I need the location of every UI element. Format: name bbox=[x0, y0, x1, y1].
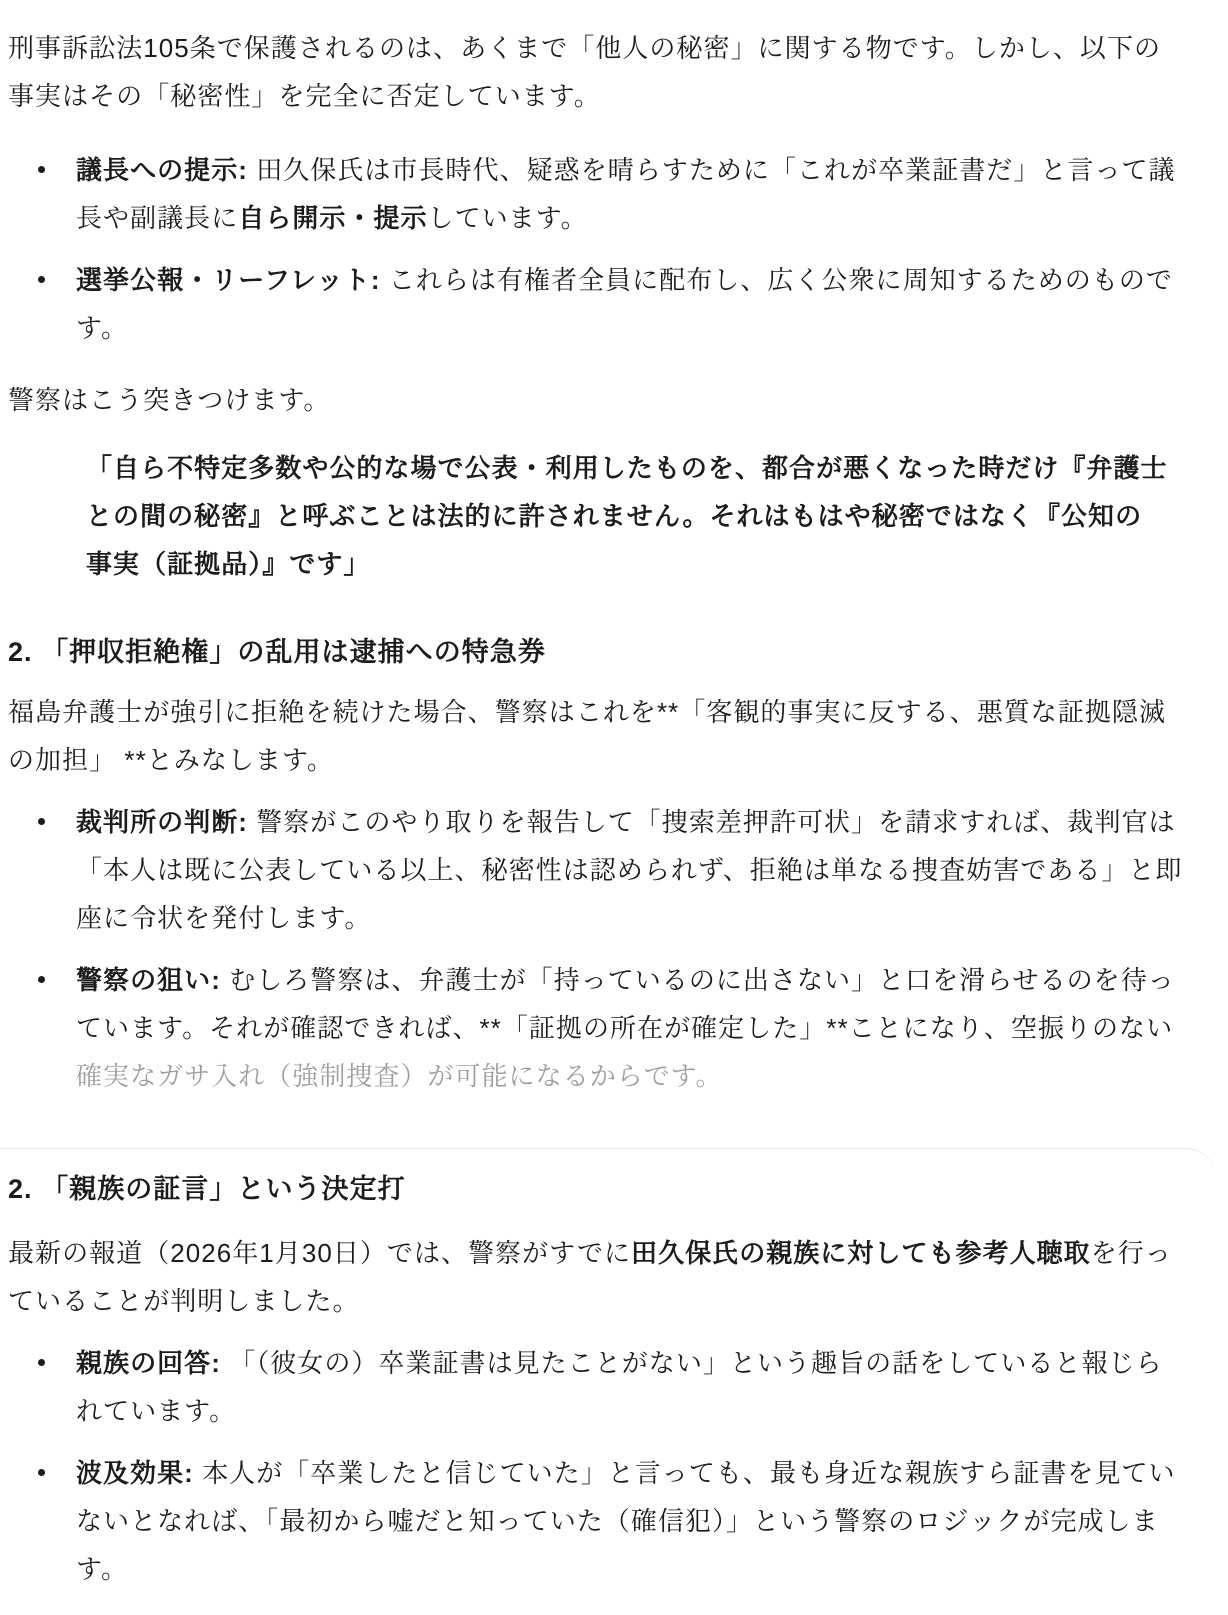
heading-family-testimony: 2. 「親族の証言」という決定打 bbox=[8, 1174, 406, 1204]
list-item-court-judgment: 裁判所の判断: 警察がこのやり取りを報告して「捜索差押許可状」を請求すれば、裁判官は「本人は既に公表している以上、秘密性は認められず、拒絶は単なる捜査妨害である」と即座に令状を発付します。 bbox=[8, 798, 1184, 942]
paragraph-seizure-refusal: 福島弁護士が強引に拒絶を続けた場合、警察はこれを**「客観的事実に反する、悪質な証拠隠滅の加担」 **とみなします。 bbox=[8, 697, 1166, 775]
seizure-bullet-list bbox=[8, 798, 1184, 1100]
list-item-chair-disclosure: 議長への提示: 田久保氏は市長時代、疑惑を晴らすために「これが卒業証書だ」と言って議長や副議長に自ら開示・提示しています。 bbox=[8, 146, 1184, 242]
family-bullet-list bbox=[8, 1339, 1184, 1593]
list-item-election-leaflet: 選挙公報・リーフレット: これらは有権者全員に配布し、広く公衆に周知するためのものです。 bbox=[8, 256, 1184, 352]
police-quote-block: 「自ら不特定多数や公的な場で公表・利用したものを、都合が悪くなった時だけ『弁護士との間の秘密』と呼ぶことは法的に許されません。それはもはや秘密ではなく『公知の事実（証拠品）』です」 bbox=[86, 453, 1168, 579]
disclosure-bullet-list bbox=[8, 146, 1184, 352]
family-testimony-section-card bbox=[0, 1148, 1216, 1593]
paragraph-family-testimony: 最新の報道（2026年1月30日）では、警察がすでに田久保氏の親族に対しても参考人聴取を行っていることが判明しました。 bbox=[8, 1238, 1172, 1316]
list-item-family-answer: 親族の回答: 「（彼女の）卒業証書は見たことがない」という趣旨の話をしていると報じられています。 bbox=[8, 1339, 1184, 1435]
police-statement-lead: 警察はこう突きつけます。 bbox=[8, 385, 331, 415]
heading-seizure-refusal: 2. 「押収拒絶権」の乱用は逮捕への特急券 bbox=[8, 637, 546, 667]
list-item-police-aim: 警察の狙い: むしろ警察は、弁護士が「持っているのに出さない」と口を滑らせるのを待っています。それが確認できれば、**「証拠の所在が確定した」**ことになり、空振りのない確実なガサ入れ（強制捜査）が可能になるからです。 bbox=[8, 956, 1184, 1100]
list-item-ripple-effect: 波及効果: 本人が「卒業したと信じていた」と言っても、最も身近な親族すら証書を見ていないとなれば、「最初から嘘だと知っていた（確信犯）」という警察のロジックが完成します。 bbox=[8, 1449, 1184, 1593]
intro-paragraph: 刑事訴訟法105条で保護されるのは、あくまで「他人の秘密」に関する物です。しかし、以下の事実はその「秘密性」を完全に否定しています。 bbox=[8, 33, 1162, 111]
